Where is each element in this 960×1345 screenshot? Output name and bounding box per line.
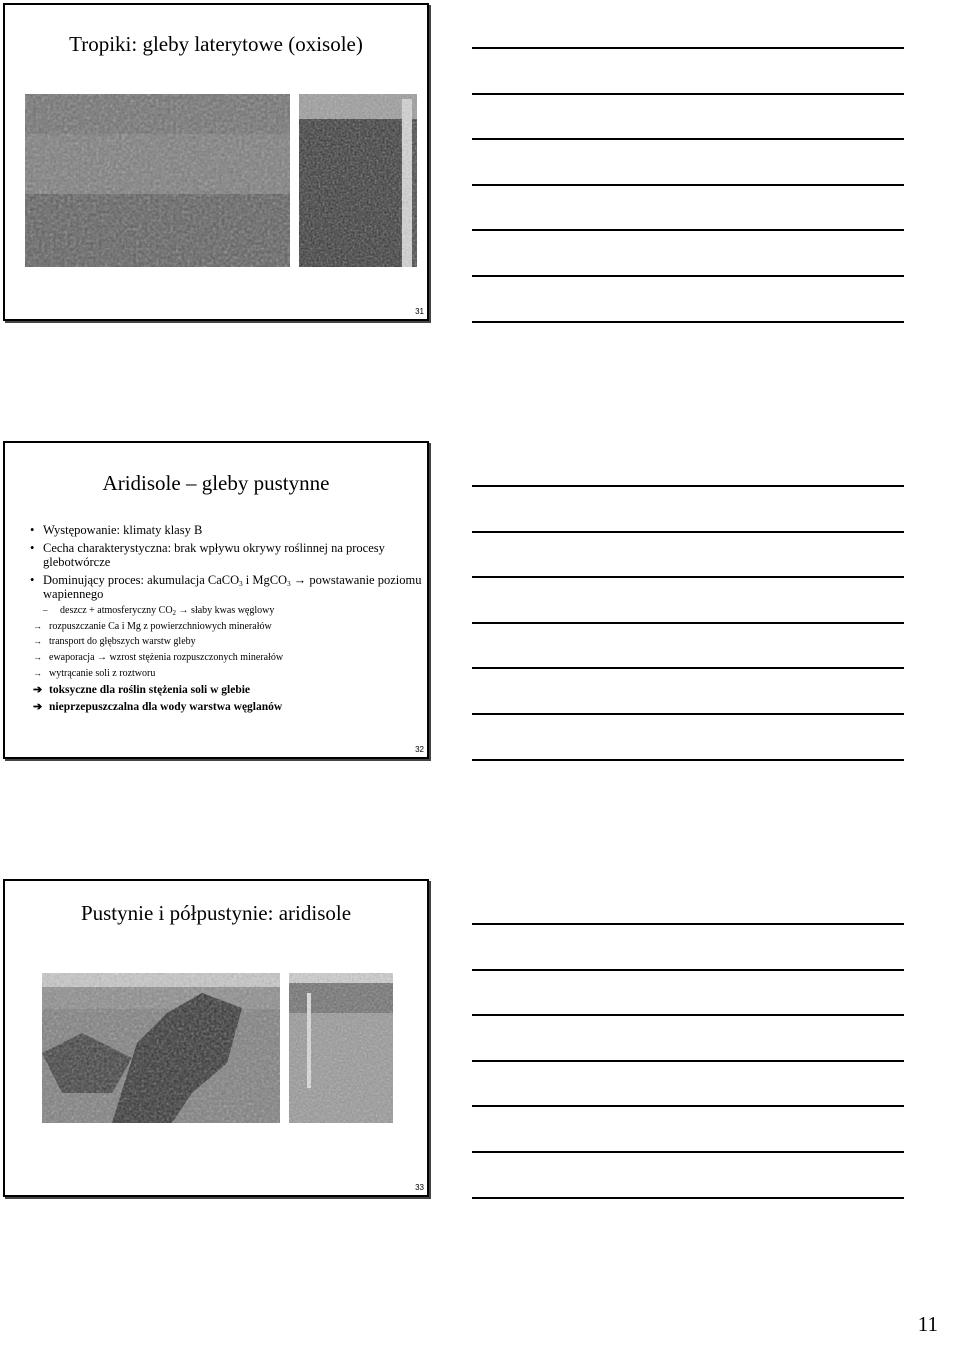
arrow-icon: → [33, 652, 42, 663]
process-step: → rozpuszczanie Ca i Mg z powierzchniowych minerałów [27, 619, 422, 635]
arrow-icon: → [33, 667, 42, 678]
page-number: 11 [917, 1312, 938, 1336]
arrow-icon: → [178, 605, 189, 616]
soil-profile-photo [299, 94, 417, 267]
process-step: → wytrącanie soli z roztworu [27, 666, 422, 682]
arrow-icon: → [293, 573, 307, 587]
bullet-list [27, 523, 422, 716]
slide-number: 32 [415, 745, 424, 754]
process-step: → ewaporacja → wzrost stężenia rozpuszczonych minerałów [27, 650, 422, 666]
slide-number: 33 [415, 1183, 424, 1192]
slide-33 [3, 879, 429, 1197]
bold-arrow-icon: ➔ [33, 700, 43, 713]
slide-number: 31 [415, 307, 424, 316]
process-step: – deszcz + atmosferyczny $CO_2$ → słaby kwas węglowy [43, 605, 275, 617]
bullet-item: • Dominujący proces: akumulacja CaCO$_3$ i MgCO$_3$ → powstawanie poziomu wapiennego [30, 573, 422, 601]
savanna-landscape-photo [25, 94, 290, 267]
dash-icon: – [43, 605, 48, 615]
slide-32 [3, 441, 429, 759]
slide-title: Tropiki: gleby laterytowe (oxisole) [69, 32, 363, 56]
consequence-item: ➔ toksyczne dla roślin stężenia soli w glebie [27, 682, 422, 699]
bullet-item: • Cecha charakterystyczna: brak wpływu okrywy roślinnej na procesy glebotwórcze [30, 541, 385, 569]
slide-title: Aridisole – gleby pustynne [102, 471, 330, 495]
aridisol-profile-photo [289, 973, 393, 1123]
slide-title: Pustynie i półpustynie: aridisole [80, 901, 352, 925]
bullet-item: • Występowanie: klimaty klasy B [30, 523, 203, 537]
consequence-item: ➔ nieprzepuszczalna dla wody warstwa węglanów [27, 699, 422, 716]
arrow-icon: → [97, 652, 108, 664]
arrow-icon: → [33, 620, 42, 631]
joshua-tree-desert-photo [42, 973, 280, 1123]
bold-arrow-icon: ➔ [33, 683, 43, 696]
slide-31 [3, 3, 429, 321]
process-step: → transport do głębszych warstw gleby [27, 634, 422, 650]
arrow-icon: → [33, 636, 42, 647]
process-steps [27, 603, 422, 716]
